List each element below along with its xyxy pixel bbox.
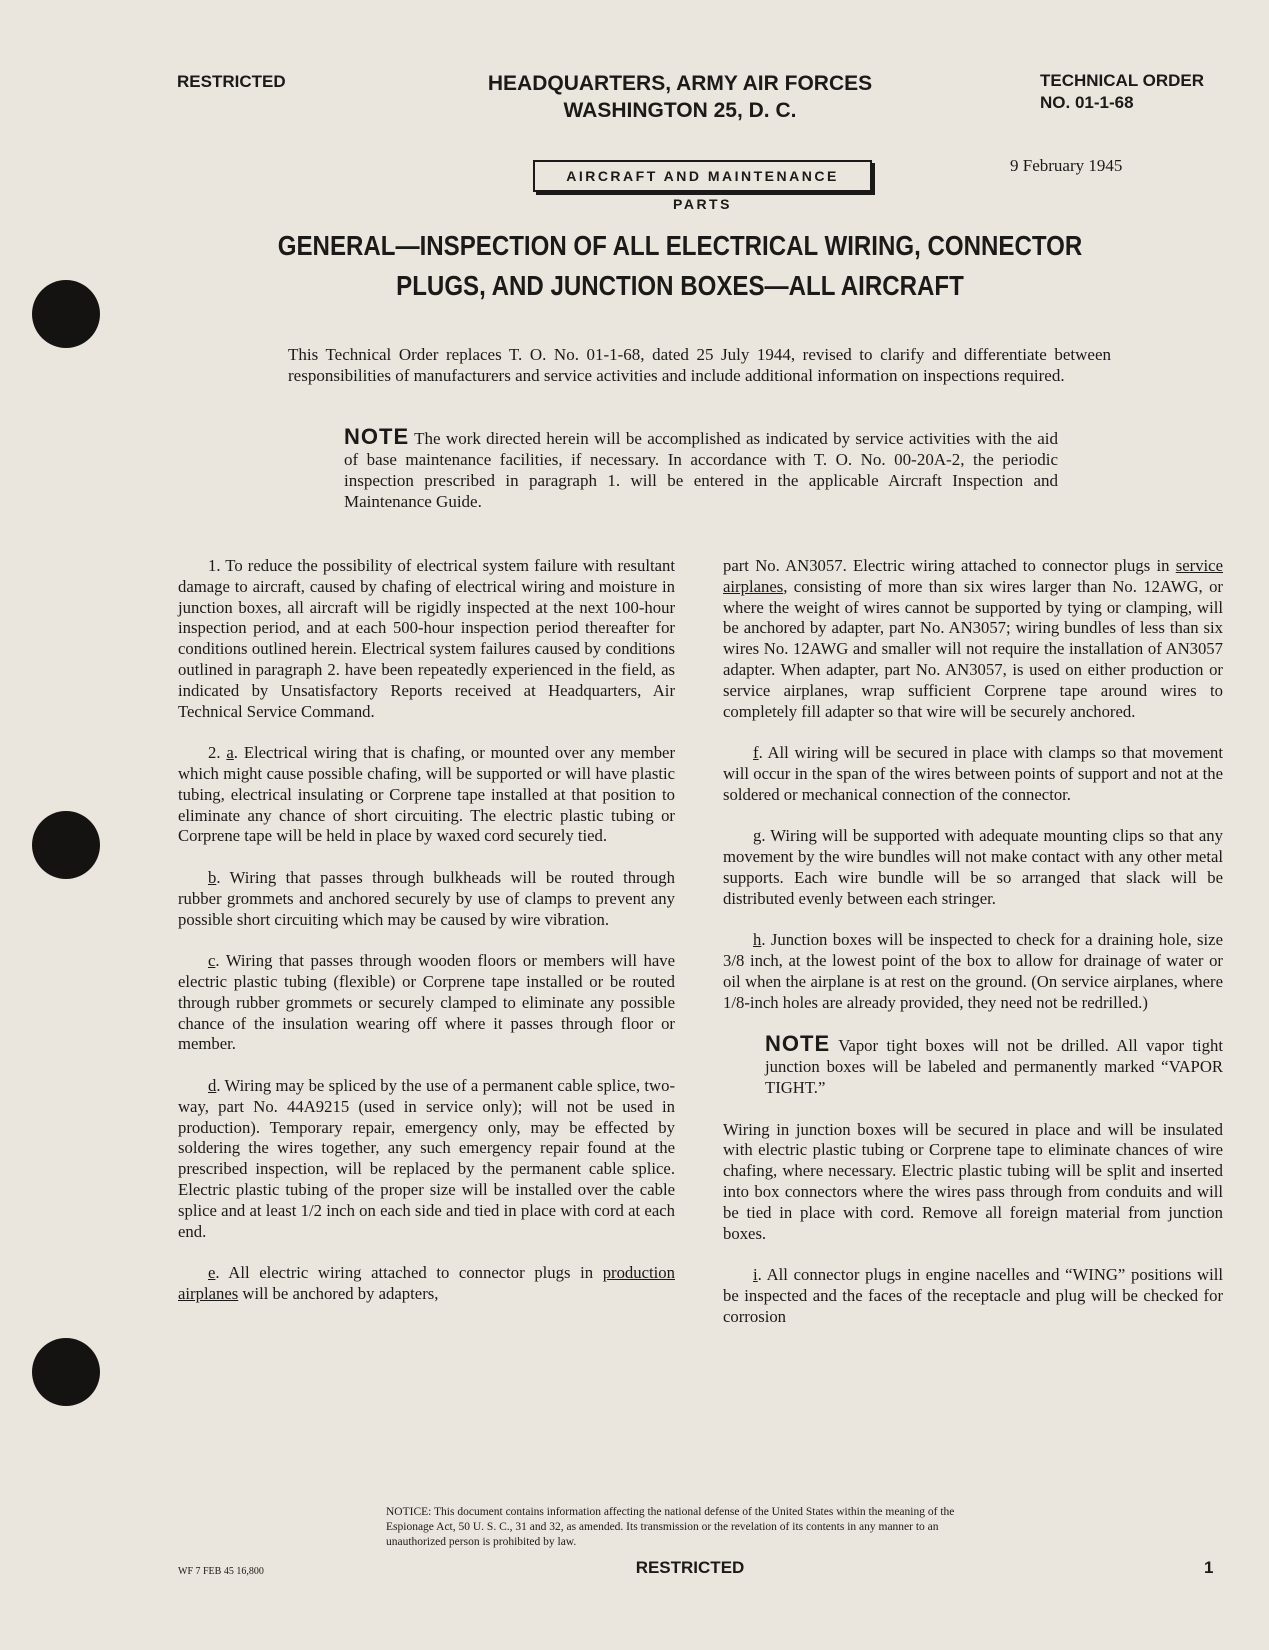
para-letter: h xyxy=(753,930,762,950)
classification-top: RESTRICTED xyxy=(177,72,286,91)
para-letter: f xyxy=(753,743,759,763)
org-line-1: HEADQUARTERS, ARMY AIR FORCES xyxy=(487,72,873,95)
left-column xyxy=(178,556,675,1305)
paragraph-2i xyxy=(723,1265,1223,1327)
to-number: NO. 01-1-68 xyxy=(1040,93,1134,112)
paragraph-2g xyxy=(723,826,1223,909)
binder-hole-top xyxy=(32,280,100,348)
paragraph-2h xyxy=(723,930,1223,1013)
para-letter: e xyxy=(208,1263,216,1283)
title-line-2: PLUGS, AND JUNCTION BOXES—ALL AIRCRAFT xyxy=(396,270,964,301)
paragraph-2c xyxy=(178,951,675,1055)
para-text: . All wiring will be secured in place with clamps so that movement will occur in the span of the wires between points of support and not at the soldered or mechanical connection of the connector. xyxy=(723,743,1223,804)
para-text: , consisting of more than six wires larger than No. 12AWG, or where the weight of wires cannot be supported by tying or clamping, will be anchored by adapter, part No. AN3057; wiring bundles of less than six wires No. 12AWG and smaller will not require the installation of AN3057 adapter. When adapter, part No. AN3057, is used on either production or service airplanes, wrap sufficient Corprene tape around wires to completely fill adapter so that wire will be securely anchored. xyxy=(723,576,1223,721)
note-label: NOTE xyxy=(765,1031,831,1057)
underlined-term: service airplanes xyxy=(723,556,1223,596)
junction-box-paragraph: Wiring in junction boxes will be secured in place and will be insulated with electric plastic tubing or Corprene tape to eliminate chances of wire chafing, where necessary. Electric plastic tubing will be split and inserted into box connectors where the wires pass through from conduits and will be tied in place with cord. Remove all foreign material from junction boxes. xyxy=(723,1119,1223,1243)
intro-paragraph: This Technical Order replaces T. O. No. 01-1-68, dated 25 July 1944, revised to clarify and differentiate between responsibilities of manufacturers and service activities and include additional information on inspections required. xyxy=(288,345,1111,385)
note-block xyxy=(344,426,1058,512)
underlined-term: production airplanes xyxy=(178,1263,675,1303)
page-number: 1 xyxy=(1204,1558,1214,1577)
to-label: TECHNICAL ORDER xyxy=(1040,71,1205,90)
org-line-2: WASHINGTON 25, D. C. xyxy=(563,99,797,122)
paragraph-2d xyxy=(178,1076,675,1242)
paragraph-2b xyxy=(178,868,675,930)
para-text: . Wiring will be supported with adequate mounting clips so that any movement by the wire bundles will not make contact with any other metal supports. Each wire bundle will be so arranged that slack will be distributed evenly between each stringer. xyxy=(723,826,1223,908)
paragraph-2e-continued xyxy=(723,556,1223,722)
para-text: . Wiring that passes through wooden floors or members will have electric plastic tubing (flexible) or Corprene tape installed or be routed through rubber grommets or securely clamped to eliminate any possible chance of the insulation wearing off where it passes through floor or member. xyxy=(178,951,675,1054)
para-letter: d xyxy=(208,1075,217,1095)
para-text: . Wiring that passes through bulkheads will be routed through rubber grommets and anchored securely by use of clamps to prevent any possible short circuiting which may be caused by wire vibration. xyxy=(178,867,675,929)
para-text: . All connector plugs in engine nacelles and “WING” positions will be inspected and the faces of the receptacle and plug will be checked for corrosion xyxy=(723,1265,1223,1326)
paragraph-2e xyxy=(178,1263,675,1305)
binder-hole-bottom xyxy=(32,1338,100,1406)
note-text: The work directed herein will be accomplished as indicated by service activities with the aid of base maintenance facilities, if necessary. In accordance with T. O. No. 00-20A-2, the periodic inspection prescribed in paragraph 1. will be entered in the applicable Aircraft Inspection and Maintenance Guide. xyxy=(344,429,1058,511)
para-text: part No. AN3057. Electric wiring attached to connector plugs in xyxy=(723,556,1176,575)
note-text: Vapor tight boxes will not be drilled. All vapor tight junction boxes will be labeled and permanently marked “VAPOR TIGHT.” xyxy=(765,1036,1224,1097)
right-column xyxy=(723,556,1223,1327)
paragraph-2f xyxy=(723,743,1223,805)
classification-bottom: RESTRICTED xyxy=(635,1558,745,1577)
para-text: . Electrical wiring that is chafing, or mounted over any member which might cause possible chafing, will be supported or will have plastic tubing, electrical insulating or Corprene tape installed at that position to eliminate any chance of short circuiting. The electric plastic tubing or Corprene tape will be held in place by waxed cord securely tied. xyxy=(178,743,676,846)
print-code: WF 7 FEB 45 16,800 xyxy=(178,1566,264,1577)
paragraph-2a xyxy=(178,743,675,847)
espionage-notice: NOTICE: This document contains information affecting the national defense of the United States within the meaning of the Espionage Act, 50 U. S. C., 31 and 32, as amended. Its transmission or the revelation of its contents in any manner to an unauthorized person is prohibited by law. xyxy=(386,1506,955,1548)
technical-order-number xyxy=(1040,70,1204,114)
para-number: 2. xyxy=(208,743,221,763)
para-letter: g xyxy=(753,826,762,846)
para-letter: c xyxy=(208,951,216,971)
binder-hole-middle xyxy=(32,811,100,879)
para-letter: i xyxy=(753,1265,758,1285)
issue-date: 9 February 1945 xyxy=(1010,156,1123,175)
para-text: will be anchored by adapters, xyxy=(238,1283,439,1303)
para-text: . Wiring may be spliced by the use of a permanent cable splice, two-way, part No. 44A9215 (used in service only); will not be used in production). Temporary repair, emergency only, may be effected by soldering the wires together, any such emergency repair found at the prescribed inspection, will be replaced by the permanent cable splice. Electric plastic tubing of the proper size will be installed over the cable splice and at least 1/2 inch on each side and tied in place with cord at each end. xyxy=(178,1075,675,1241)
vapor-tight-note xyxy=(765,1031,1224,1098)
headquarters-heading xyxy=(430,70,930,124)
para-letter: a xyxy=(226,743,234,763)
category-box: AIRCRAFT AND MAINTENANCE PARTS xyxy=(533,160,872,192)
para-text: . All electric wiring attached to connector plugs in xyxy=(215,1263,603,1283)
para-text: . Junction boxes will be inspected to check for a draining hole, size 3/8 inch, at the lowest point of the box to allow for drainage of water or oil when the airplane is at rest on the ground. (On service airplanes, where 1/8-inch holes are already provided, they need not be redrilled.) xyxy=(723,930,1223,1012)
title-line-1: GENERAL—INSPECTION OF ALL ELECTRICAL WIRING, CONNECTOR xyxy=(277,230,1083,261)
note-label: NOTE xyxy=(344,424,410,449)
para-letter: b xyxy=(208,867,217,887)
paragraph-1: 1. To reduce the possibility of electrical system failure with resultant damage to aircraft, caused by chafing of electrical wiring and moisture in junction boxes, all aircraft will be rigidly inspected at the next 100-hour inspection period, and at each 500-hour inspection period thereafter for conditions outlined herein. Electrical system failures caused by conditions outlined in paragraph 2. have been repeatedly experienced in the field, as indicated by Unsatisfactory Reports received at Headquarters, Air Technical Service Command. xyxy=(178,556,675,721)
document-title xyxy=(259,226,1102,306)
